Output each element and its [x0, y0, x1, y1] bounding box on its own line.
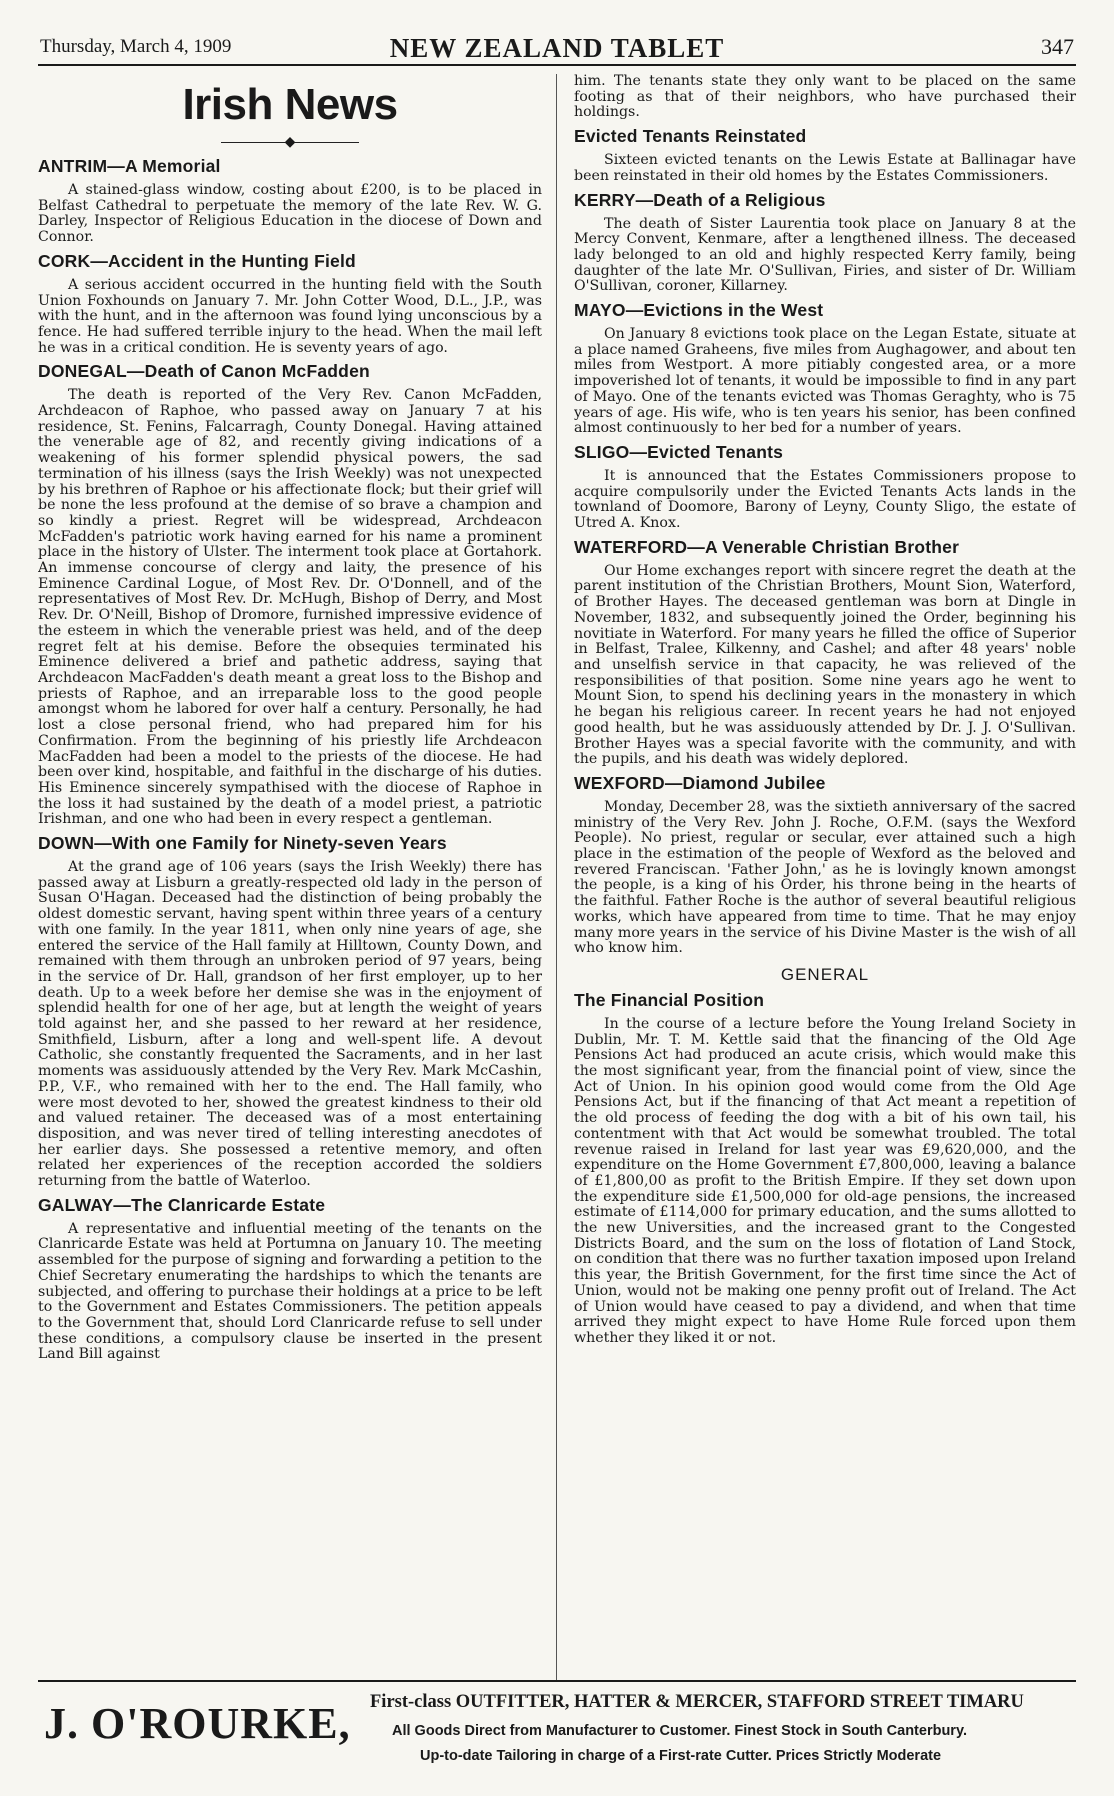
- article: [574, 965, 1076, 985]
- advert-line-3: Up-to-date Tailoring in charge of a First-rate Cutter. Prices Strictly Moderate: [420, 1748, 942, 1764]
- article-paragraph: The death is reported of the Very Rev. Canon McFadden, Archdeacon of Raphoe, who passed away on January 7 at his residence, St. Fenins, Falcarragh, County Donegal. Having attained the venerable age of 82, and recently giving indications of a weakening of his former splendid physical powers, the sad termination of his illness (says the Irish Weekly) was not unexpected by his brethren of Raphoe or his affectionate flock; but their grief will be none the less profound at the demise of so brave a champion and so kindly a priest. Regret will be widespread, Archdeacon McFadden's patriotic work having earned for his name a prominent place in the history of Ulster. The interment took place at Gortahork. An immense concourse of clergy and laity, the presence of his Eminence Cardinal Logue, of Most Rev. Dr. O'Donnell, and of the representatives of Most Rev. Dr. McHugh, Bishop of Derry, and Most Rev. Dr. O'Neill, Bishop of Dromore, furnished impressive evidence of the esteem in which the venerable priest was held, and of the deep regret felt at his demise. Before the obsequies terminated his Eminence delivered a brief and pathetic address, saying that Archdeacon MacFadden's death meant a great loss to the Bishop and priests of Raphoe, and an irreparable loss to the good people amongst whom he labored for over half a century. Personally, he had lost a close personal friend, who had prepared him for his Confirmation. From the beginning of his priestly life Archdeacon MacFadden had been a model to the priests of the diocese. He had been over kind, hospitable, and faithful in the discharge of his duties. His Eminence sincerely sympathised with the diocese of Raphoe in the loss it had sustained by the death of a model priest, a patriotic Irishman, and one who had been in every respect a gentleman.: [38, 387, 542, 828]
- article: [38, 251, 542, 357]
- article: [574, 74, 1076, 121]
- article-heading: DOWN—With one Family for Ninety-seven Years: [38, 833, 447, 854]
- article-paragraph: On January 8 evictions took place on the Legan Estate, situate at a place named Graheens, five miles from Aughagower, and about ten miles from Westport. A more pitiably congested area, or a more impoverished lot of tenants, it would be impossible to find in any part of Mayo. One of the tenants evicted was Thomas Geraghty, who is 75 years of age. His wife, who is ten years his senior, has been confined almost continuously to her bed for a number of years.: [574, 326, 1076, 437]
- section-title: Irish News: [182, 80, 398, 129]
- article: [574, 773, 1076, 957]
- article-heading: SLIGO—Evicted Tenants: [574, 441, 784, 462]
- article-heading: DONEGAL—Death of Canon McFadden: [38, 361, 370, 382]
- article-paragraph: In the course of a lecture before the Young Ireland Society in Dublin, Mr. T. M. Kettle said that the financing of the Old Age Pensions Act had produced an acute crisis, which would make this the most significant year, from the financial point of view, since the Act of Union. In his opinion good would come from the Old Age Pensions Act, but if the financing of that Act meant a repetition of the old process of feeding the dog with a bit of his own tail, his contentment with that Act would be somewhat troubled. The total revenue raised in Ireland for last year was £9,620,000, and the expenditure on the Home Government £7,800,000, leaving a balance of £1,800,00 as profit to the British Empire. If they set down upon the expenditure side £1,500,000 for old-age pensions, the increased estimate of £114,000 for primary education, and the sums allotted to the new Universities, and the increased grant to the Congested Districts Board, and the sum on the loss of flotation of Land Stock, on condition that there was no further taxation imposed upon Ireland this year, the British Government, for the first time since the Act of Union, would not be making one penny profit out of Ireland. The Act of Union would have ceased to pay a dividend, and when that time arrived they might expect to have Home Rule forced upon them whether they liked it or not.: [574, 1015, 1076, 1346]
- article: [574, 537, 1076, 768]
- article: [574, 190, 1076, 296]
- article-heading: WEXFORD—Diamond Jubilee: [574, 772, 826, 793]
- advertiser-name: J. O'ROURKE,: [44, 1699, 351, 1748]
- page-number: 347: [1041, 34, 1074, 59]
- title-ornament: [38, 134, 542, 150]
- article-paragraph: him. The tenants state they only want to be placed on the same footing as that of their neighbors, who have purchased their holdings.: [574, 74, 1076, 121]
- article: [574, 990, 1076, 1347]
- article-paragraph: Our Home exchanges report with sincere regret the death at the parent institution of the Christian Brothers, Mount Sion, Waterford, of Brother Hayes. The deceased gentleman was born at Dingle in November, 1832, and subsequently joined the Order, beginning his novitiate in Waterford. For many years he filled the office of Superior in Belfast, Tralee, Kilkenny, and Cashel; and after 48 years' noble and unselfish service in that capacity, he was relieved of the responsibilities of that position. Some nine years ago he went to Mount Sion, to spend his declining years in the monastery in which he began his religious career. In recent years he had not enjoyed good health, but he was assiduously attended by Dr. J. J. O'Sullivan. Brother Hayes was a special favorite with the community, and with the pupils, and his death was widely deplored.: [574, 562, 1076, 768]
- newspaper-title: NEW ZEALAND TABLET: [389, 33, 725, 63]
- article-heading: KERRY—Death of a Religious: [574, 189, 826, 210]
- article: [38, 361, 542, 828]
- article-paragraph: A serious accident occurred in the hunting field with the South Union Foxhounds on January 7. Mr. John Cotter Wood, D.L., J.P., was with the hunt, and in the afternoon was found lying unconscious by a fence. He had suffered terrible injury to the head. When the mail left he was in a critical condition. He is seventy years of ago.: [38, 276, 542, 356]
- masthead: [38, 34, 1076, 66]
- advert-line-2: All Goods Direct from Manufacturer to Customer. Finest Stock in South Canterbury.: [392, 1723, 967, 1739]
- advert-line-1: First-class OUTFITTER, HATTER & MERCER, STAFFORD STREET TIMARU: [370, 1692, 1024, 1712]
- general-section-heading: GENERAL: [780, 964, 870, 984]
- article-paragraph: A stained-glass window, costing about £200, is to be placed in Belfast Cathedral to perpetuate the memory of the late Rev. W. G. Darley, Inspector of Religious Education in the diocese of Down and Connor.: [38, 182, 542, 246]
- article-heading: Evicted Tenants Reinstated: [574, 126, 807, 147]
- article-paragraph: Monday, December 28, was the sixtieth anniversary of the sacred ministry of the Very Rev. John J. Roche, O.F.M. (says the Wexford People). No priest, regular or secular, ever attained such a high place in the estimation of the people of Wexford as the beloved and revered Franciscan. 'Father John,' as he is lovingly known amongst the people, is a king of his Order, his throne being in the hearts of the faithful. Father Roche is the author of several beautiful religious works, which have appeared from time to time. That he may enjoy many more years in the service of his Divine Master is the wish of all who know him.: [574, 798, 1076, 957]
- column-divider: [556, 74, 557, 1680]
- article-paragraph: It is announced that the Estates Commissioners propose to acquire compulsorily under the Evicted Tenants Acts lands in the townland of Doomore, Barony of Leyny, County Sligo, the estate of Utred A. Knox.: [574, 467, 1076, 532]
- diamond-ornament-icon: ◆: [284, 134, 296, 150]
- right-articles: [574, 74, 1076, 1347]
- article-paragraph: The death of Sister Laurentia took place on January 8 at the Mercy Convent, Kenmare, after a lengthened illness. The deceased lady belonged to an old and highly respected Kerry family, being daughter of the late Mr. O'Sullivan, Firies, and sister of Dr. William O'Sullivan, coroner, Killarney.: [574, 215, 1076, 295]
- issue-date: Thursday, March 4, 1909: [40, 36, 232, 57]
- article-heading: CORK—Accident in the Hunting Field: [38, 250, 356, 271]
- article: [574, 126, 1076, 184]
- advertisement: [38, 1680, 1076, 1790]
- right-column: [574, 74, 1076, 1676]
- article-paragraph: At the grand age of 106 years (says the Irish Weekly) there has passed away at Lisburn a greatly-respected old lady in the person of Susan O'Hagan. Deceased had the distinction of being probably the oldest domestic servant, having spent within three years of a century with one family. In the year 1811, when only nine years of age, she entered the service of the Hall family at Hilltown, County Down, and remained with them through an unbroken period of 97 years, being in the service of Dr. Hall, grandson of her first employer, up to her death. Up to a week before her demise she was in the enjoyment of splendid health for one of her age, but at length the weight of years told against her, and she passed to her reward at her residence, Smithfield, Lisburn, after a long and well-spent life. A devout Catholic, she constantly frequented the Sacraments, and in her last moments was assiduously attended by the Very Rev. Mark McCashin, P.P., V.F., who remained with her to the end. The Hall family, who were most devoted to her, showed the greatest kindness to their old and valued retainer. The deceased was of a most entertaining disposition, and was never tired of telling interesting anecdotes of her earlier days. She possessed a retentive memory, and often related her experiences of the reception accorded the soldiers returning from the battle of Waterloo.: [38, 859, 542, 1190]
- left-articles: [38, 156, 542, 1363]
- article-heading: The Financial Position: [574, 989, 765, 1010]
- article: [574, 300, 1076, 437]
- article: [38, 833, 542, 1190]
- article: [38, 1195, 542, 1363]
- article-heading: WATERFORD—A Venerable Christian Brother: [574, 536, 960, 557]
- article: [574, 442, 1076, 532]
- ornament-rule: [295, 142, 359, 143]
- left-column: [38, 74, 542, 1676]
- ornament-rule: [221, 142, 285, 143]
- article-heading: MAYO—Evictions in the West: [574, 300, 824, 321]
- article: [38, 156, 542, 246]
- article-heading: ANTRIM—A Memorial: [38, 156, 221, 176]
- article-paragraph: Sixteen evicted tenants on the Lewis Estate at Ballinagar have been reinstated in their old homes by the Estates Commissioners.: [574, 152, 1076, 184]
- article-heading: GALWAY—The Clanricarde Estate: [38, 1194, 326, 1215]
- article-paragraph: A representative and influential meeting of the tenants on the Clanricarde Estate was held at Portumna on January 10. The meeting assembled for the purpose of signing and forwarding a petition to the Chief Secretary enumerating the hardships to which the tenants are subjected, and offering to purchase their holdings at a price to be left to the Government and Estates Commissioners. The petition appeals to the Government that, should Lord Clanricarde refuse to sell under these conditions, a compulsory clause be inserted in the present Land Bill against: [38, 1220, 542, 1363]
